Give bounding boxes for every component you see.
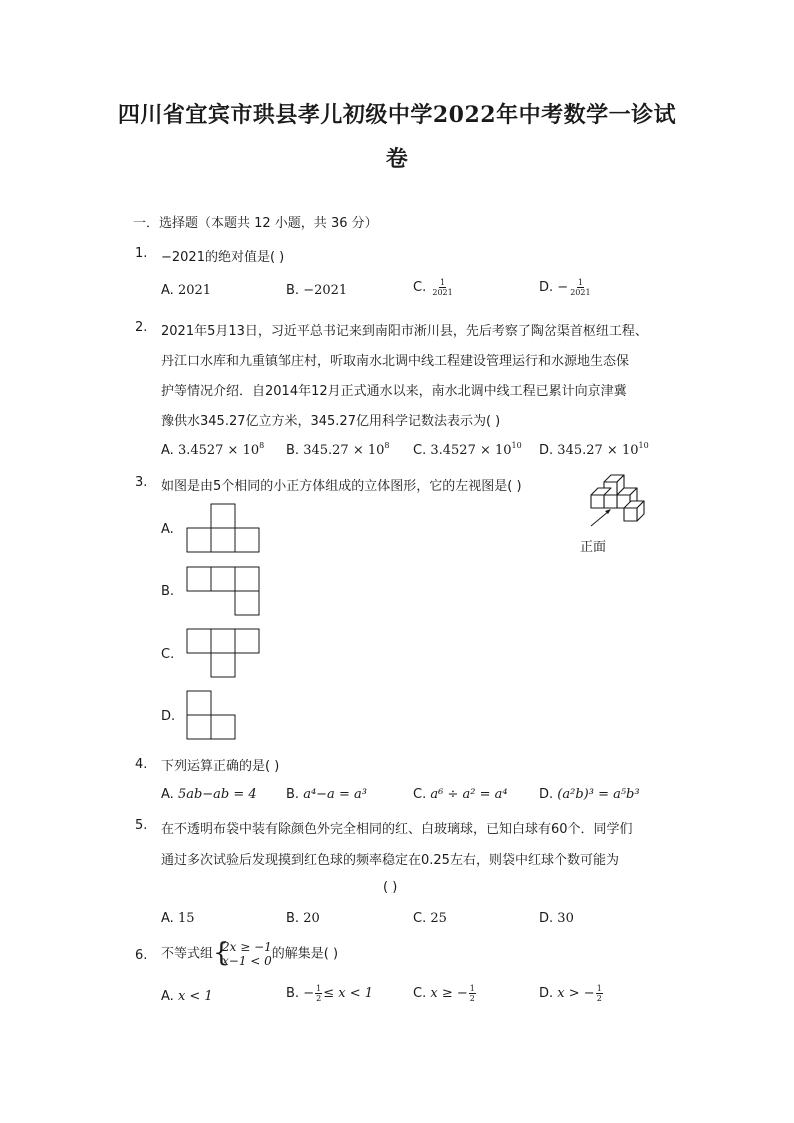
option-c[interactable]: C. 25	[413, 911, 447, 926]
option-c[interactable]	[413, 278, 455, 297]
option-b[interactable]: B. $345.27 \times 10^8$	[286, 441, 390, 458]
question-text: 如图是由5个相同的小正方体组成的立体图形，它的左视图是( )	[161, 479, 522, 494]
option-c[interactable]: C.	[161, 647, 175, 662]
question-text-line: 在不透明布袋中装有除颜色外完全相同的红、白玻璃球，已知白球有60个．同学们	[161, 822, 633, 837]
page-title: 四川省宜宾市珙县孝儿初级中学2022年中考数学一诊试	[117, 102, 677, 128]
question-number: 4.	[135, 757, 148, 772]
page-title-continued: 卷	[385, 146, 409, 172]
question-number: 2.	[135, 320, 148, 335]
fraction: $\frac{1}{2021}$	[570, 278, 591, 297]
option-d[interactable]: D. 30	[539, 911, 574, 926]
question-number: 6.	[135, 948, 148, 963]
option-d-diagram[interactable]	[186, 690, 238, 742]
option-d[interactable]: D. (a²b)³ = a⁵b³	[539, 787, 640, 802]
option-b[interactable]: B. − $\frac{1}{2}$ ≤ x < 1	[286, 984, 373, 1003]
option-a[interactable]	[161, 283, 211, 298]
option-b[interactable]: B. 20	[286, 911, 320, 926]
question-text-line: 通过多次试验后发现摸到红色球的频率稳定在0.25左右，则袋中红球个数可能为	[161, 853, 619, 868]
option-letter: C.	[413, 280, 427, 295]
figure-label-front: 正面	[580, 540, 607, 555]
fraction: $\frac{1}{2}$	[316, 984, 322, 1003]
question-number: 3.	[135, 475, 148, 490]
option-c[interactable]: C. $3.4527 \times 10^{10}$	[413, 441, 522, 458]
option-a[interactable]: A. x < 1	[161, 989, 213, 1004]
question-text: 下列运算正确的是( )	[161, 759, 280, 774]
option-a[interactable]: A. $3.4527 \times 10^8$	[161, 441, 265, 458]
option-letter: B.	[286, 283, 300, 298]
option-d[interactable]: D. x > − $\frac{1}{2}$	[539, 984, 602, 1003]
option-b[interactable]: B.	[161, 584, 175, 599]
cube-stack-figure	[580, 466, 670, 528]
pointer-arrow	[591, 511, 609, 526]
option-d[interactable]: D. $345.27 \times 10^{10}$	[539, 441, 649, 458]
option-letter: A.	[161, 283, 174, 298]
option-b[interactable]: B. a⁴−a = a³	[286, 787, 367, 802]
option-value: 2021	[177, 283, 212, 298]
question-text-line: 豫供水345.27亿立方米，345.27亿用科学记数法表示为( )	[161, 414, 501, 429]
question-number: 5.	[135, 818, 148, 833]
option-d[interactable]: D. − $\frac{1}{2021}$	[539, 278, 591, 297]
option-value: −2021	[303, 283, 348, 298]
question-number: 1.	[135, 246, 148, 261]
fraction: $\frac{1}{2}$	[469, 984, 475, 1003]
fraction: $\frac{1}{2}$	[596, 984, 602, 1003]
option-a[interactable]: A. 15	[161, 911, 195, 926]
option-a[interactable]: A.	[161, 522, 174, 537]
option-b-diagram[interactable]	[186, 566, 262, 618]
option-c-diagram[interactable]	[186, 628, 262, 680]
question-text: 不等式组 { 2x ≥ −1 x−1 < 0 的解集是( )	[161, 938, 339, 968]
option-c[interactable]: C. a⁶ ÷ a² = a⁴	[413, 787, 508, 802]
option-a-diagram[interactable]	[186, 503, 262, 555]
question-text-line: 丹江口水库和九重镇邹庄村，听取南水北调中线工程建设管理运行和水源地生态保	[161, 354, 630, 369]
option-a[interactable]: A. 5ab−ab = 4	[161, 787, 257, 802]
question-text-line: 2021年5月13日，习近平总书记来到南阳市淅川县，先后考察了陶岔渠首枢纽工程、	[161, 324, 648, 339]
section-heading: 一．选择题（本题共 12 小题，共 36 分）	[133, 216, 378, 231]
question-text-line: 护等情况介绍．自2014年12月正式通水以来，南水北调中线工程已累计向京津冀	[161, 384, 627, 399]
fraction: $\frac{1}{2021}$	[432, 278, 453, 297]
option-c[interactable]: C. x ≥ − $\frac{1}{2}$	[413, 984, 475, 1003]
question-text: −2021的绝对值是( )	[161, 250, 285, 265]
option-letter: D.	[539, 280, 554, 295]
answer-parentheses: ( )	[383, 880, 398, 895]
option-d[interactable]: D.	[161, 709, 176, 724]
option-b[interactable]	[286, 283, 347, 298]
inequality-system: { 2x ≥ −1 x−1 < 0	[213, 938, 272, 968]
